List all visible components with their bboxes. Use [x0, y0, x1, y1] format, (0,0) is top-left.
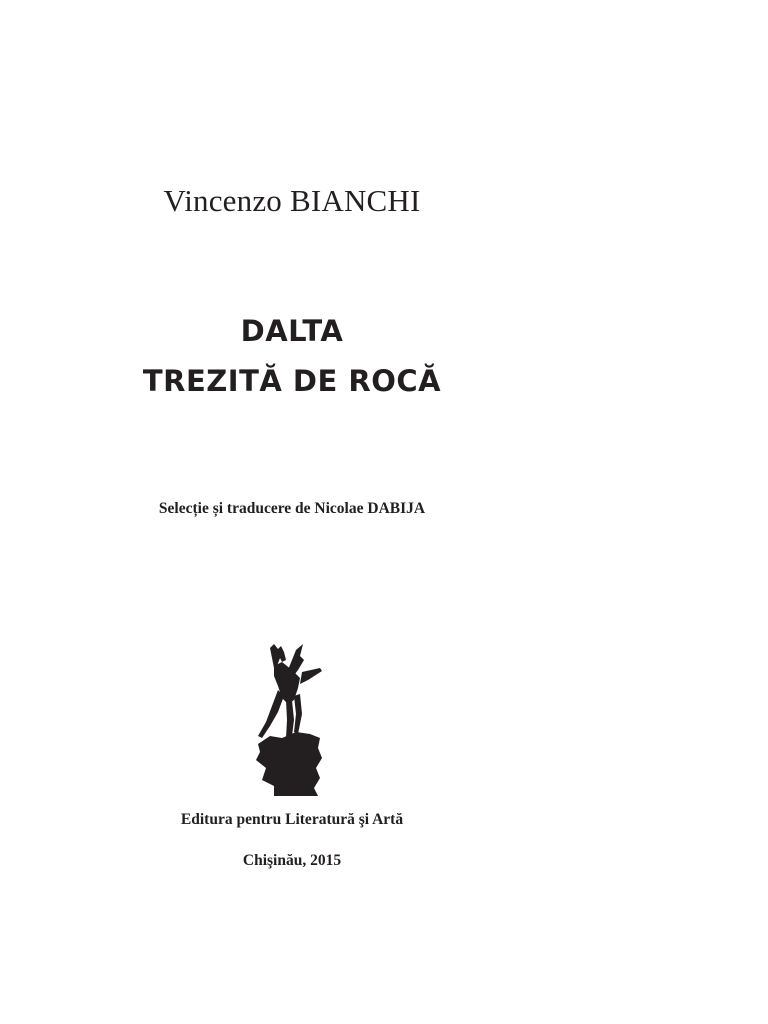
statue-logo-icon [248, 640, 328, 800]
place-and-year: Chişinău, 2015 [242, 852, 342, 869]
translation-credits: Selecție și traducere de Nicolae DABIJA [158, 500, 426, 517]
publisher-name: Editura pentru Literatură şi Artă [180, 811, 404, 828]
author-name: Vincenzo BIANCHI [163, 183, 421, 218]
book-title-line-1: DALTA [240, 314, 344, 348]
book-title-line-2: TREZITĂ DE ROCĂ [142, 364, 442, 398]
